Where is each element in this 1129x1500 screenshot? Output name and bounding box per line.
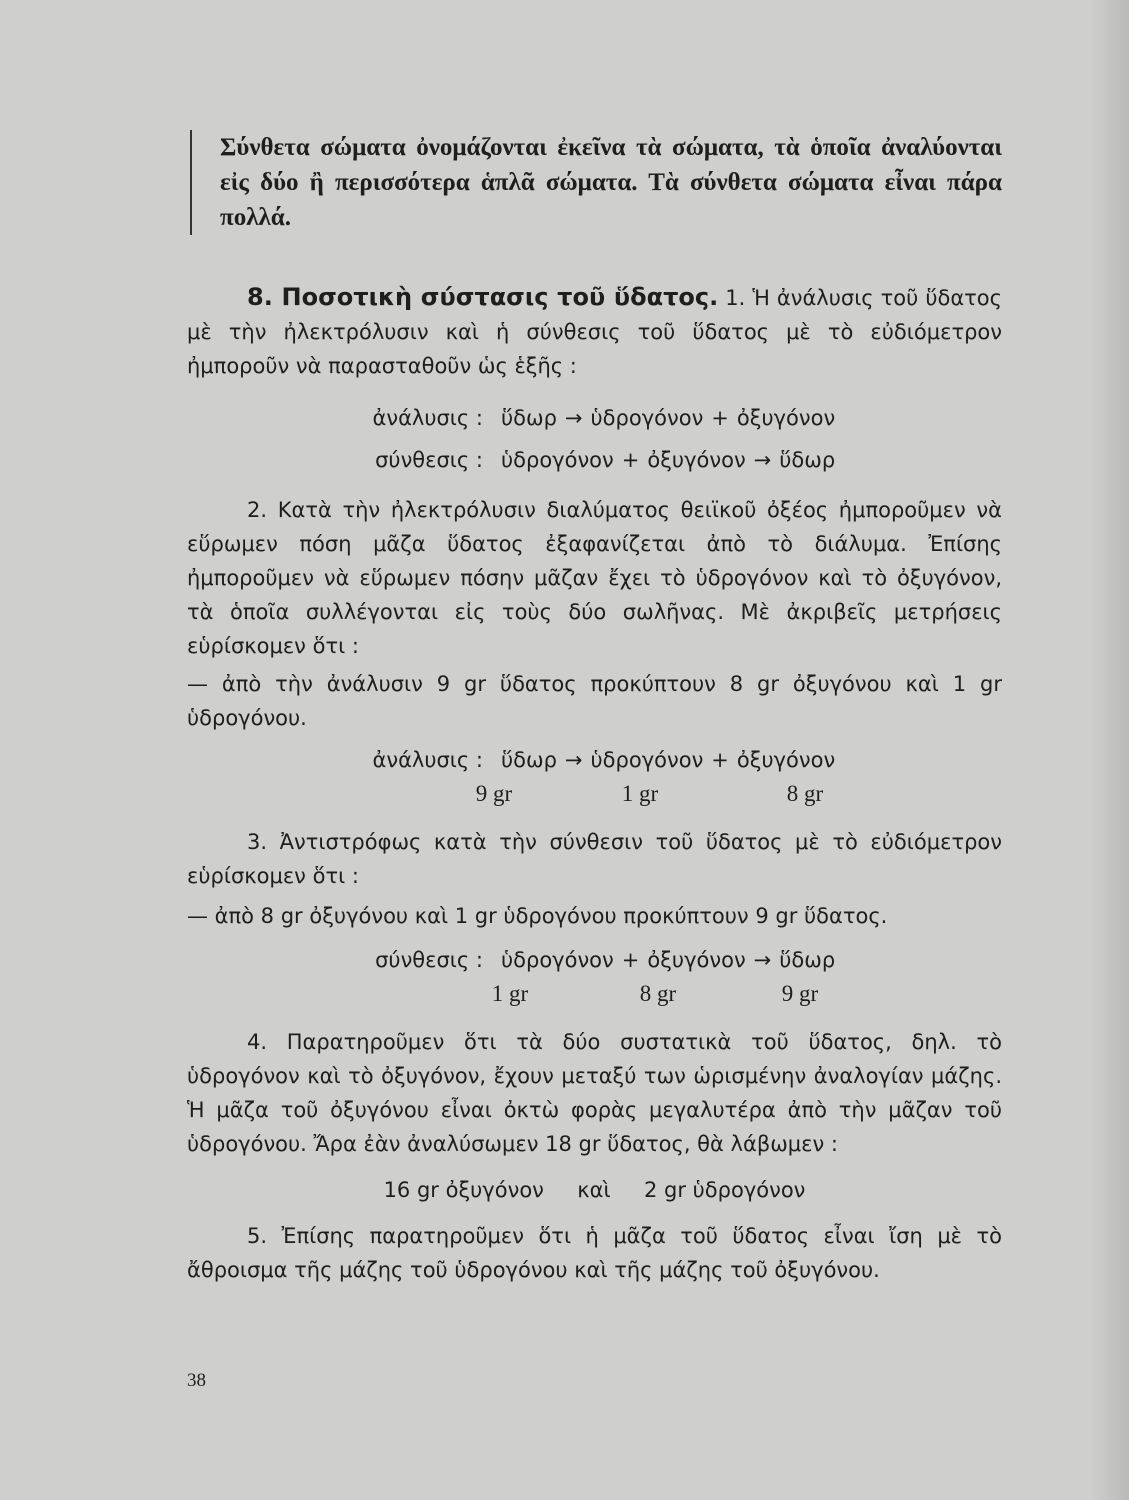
plus-sign: + — [711, 406, 729, 430]
equation-synthesis-masses — [187, 943, 1002, 977]
equation-label: ἀνάλυσις : — [372, 406, 483, 430]
arrow-icon: → — [564, 748, 583, 772]
plus-sign: + — [621, 448, 640, 472]
paragraph-5: 5. Ἐπίσης παρατηροῦμεν ὅτι ἡ μᾶζα τοῦ ὕδατος εἶναι ἴση μὲ τὸ ἄθροισμα τῆς μάζης τοῦ ὑδρογόνου καὶ τῆς μάζης τοῦ ὀξυγόνου. — [187, 1224, 1002, 1282]
term: ὀξυγόνον — [647, 948, 746, 972]
equation-label: ἀνάλυσις : — [372, 748, 483, 772]
term: ὕδωρ — [501, 406, 557, 430]
mass-value: 9 gr — [475, 781, 513, 806]
paragraph-2b: — ἀπὸ τὴν ἀνάλυσιν 9 gr ὕδατος προκύπτουν 8 gr ὀξυγόνου καὶ 1 gr ὑδρογόνου. — [187, 672, 1002, 730]
term: ὑδρογόνον — [590, 406, 704, 430]
definition-box — [190, 130, 1002, 235]
arrow-icon: → — [753, 948, 772, 972]
paragraph-2: 2. Κατὰ τὴν ἠλεκτρόλυσιν διαλύματος θειϊκοῦ ὀξέος ἠμποροῦμεν νὰ εὕρωμεν πόση μᾶζα ὕδατος ἐξαφανίζεται ἀπὸ τὸ διάλυμα. Ἐπίσης ἠμποροῦμεν νὰ εὕρωμεν πόσην μᾶζαν ἔχει τὸ ὑδρογόνον καὶ τὸ ὀξυγόνον, τὰ ὁποῖα συλλέγονται εἰς τοὺς δύο σωλῆνας. Μὲ ἀκριβεῖς μετρήσεις εὑρίσκομεν ὅτι : — [187, 498, 1002, 658]
equation-analysis — [187, 401, 1002, 435]
term: ὑδρογόνον — [501, 448, 614, 472]
paragraph-4: 4. Παρατηροῦμεν ὅτι τὰ δύο συστατικὰ τοῦ ὕδατος, δηλ. τὸ ὑδρογόνον καὶ τὸ ὀξυγόνον, ἔχουν μεταξύ των ὡρισμένην ἀναλογίαν μάζης. Ἡ μᾶζα τοῦ ὀξυγόνου εἶναι ὀκτὼ φορὰς μεγαλυτέρα ἀπὸ τὴν μᾶζαν τοῦ ὑδρογόνου. Ἄρα ἐὰν ἀναλύσωμεν 18 gr ὕδατος, θὰ λάβωμεν : — [187, 1030, 1002, 1156]
arrow-icon: → — [564, 406, 583, 430]
term: ὑδρογόνον — [501, 948, 614, 972]
paragraph-1 — [187, 280, 1002, 383]
definition-text: Σύνθετα σώματα ὀνομάζονται ἐκεῖνα τὰ σώματα, τὰ ὁποῖα ἀναλύονται εἰς δύο ἢ περισσότερα ἁπλᾶ σώματα. Τὰ σύνθετα σώματα εἶναι πάρα πολλά. — [220, 134, 1002, 231]
equation-synthesis — [187, 443, 1002, 477]
plus-sign: + — [621, 948, 640, 972]
mass-value: 1 gr — [621, 781, 659, 806]
term: ὀξυγόνον — [647, 448, 746, 472]
term: ὀξυγόνον — [736, 406, 836, 430]
arrow-icon: → — [753, 448, 772, 472]
equation-analysis-masses — [187, 743, 1002, 777]
page-edge-shadow — [1089, 0, 1129, 1500]
term: ὕδωρ — [779, 448, 836, 472]
page-number: 38 — [187, 1370, 206, 1391]
section-body — [187, 280, 1002, 1287]
term: ὕδωρ — [501, 748, 557, 772]
mass-value: 9 gr — [781, 981, 819, 1006]
equation-label: σύνθεσις : — [375, 948, 483, 972]
result-line: 16 gr ὀξυγόνον καὶ 2 gr ὑδρογόνον — [383, 1178, 806, 1202]
mass-value: 1 gr — [491, 981, 529, 1006]
section-heading: 8. Ποσοτικὴ σύστασις τοῦ ὕδατος. — [247, 283, 719, 311]
paragraph-3: 3. Ἀντιστρόφως κατὰ τὴν σύνθεσιν τοῦ ὕδατος μὲ τὸ εὐδιόμετρον εὑρίσκομεν ὅτι : — [187, 830, 1002, 888]
paragraph-3b: — ἀπὸ 8 gr ὀξυγόνου καὶ 1 gr ὑδρογόνου προκύπτουν 9 gr ὕδατος. — [187, 904, 888, 928]
term: ὀξυγόνον — [736, 748, 836, 772]
term: ὕδωρ — [779, 948, 836, 972]
mass-row — [187, 977, 1002, 1011]
mass-value: 8 gr — [786, 781, 824, 806]
paragraph-1-text: 1. Ἡ ἀνάλυσις τοῦ ὕδατος μὲ τὴν ἠλεκτρόλυσιν καὶ ἡ σύνθεσις τοῦ ὕδατος μὲ τὸ εὐδιόμετρον ἠμποροῦν νὰ παρασταθοῦν ὡς ἑξῆς : — [187, 286, 1002, 378]
equation-label: σύνθεσις : — [375, 448, 483, 472]
plus-sign: + — [711, 748, 729, 772]
term: ὑδρογόνον — [590, 748, 704, 772]
mass-value: 8 gr — [639, 981, 677, 1006]
mass-row — [187, 777, 1002, 811]
